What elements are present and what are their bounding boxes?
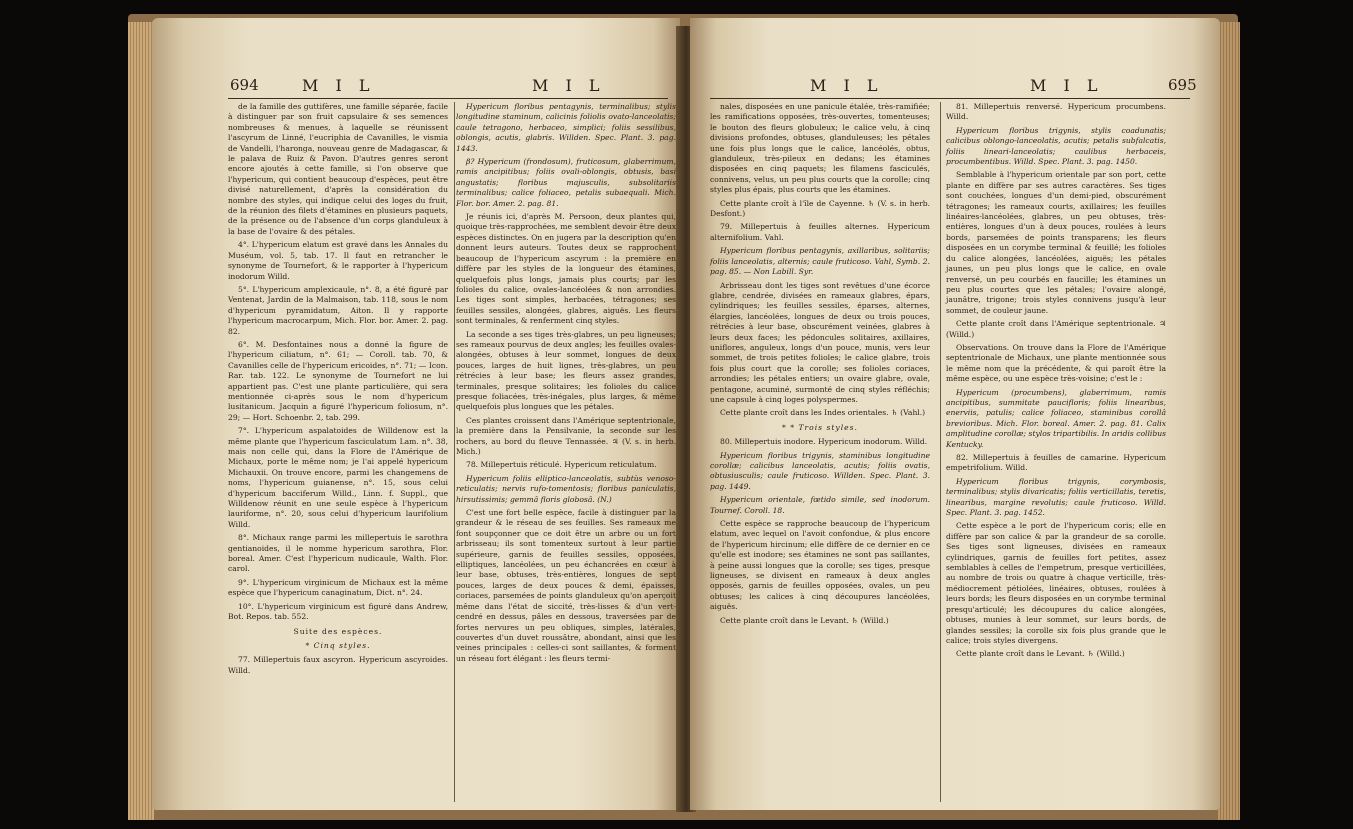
right-head-rule [710, 98, 1190, 99]
right-running-head-1: M I L [810, 76, 884, 95]
latin-diagnosis: Hypericum floribus pentagynis, axillaribus, solitariis; foliis lanceolatis, alternis; caule fruticoso. Vahl, Symb. 2. pag. 85. — Non Labill. Syr. [710, 246, 930, 277]
page-edges-left [128, 22, 154, 820]
right-column-1 [710, 102, 930, 629]
species-entry: 78. Millepertuis réticulé. Hypericum reticulatum. [466, 460, 657, 470]
latin-diagnosis: Hypericum floribus trigynis, stylis coadunatis; calicibus oblongo-lanceolatis, acutis; petalis subfalcatis, foliis lineari-lanceolatis; caulibus herbaceis, procumbentibus. Willd. Spec. Plant. 3. pag. 1450. [946, 125, 1166, 167]
paragraph: Je réunis ici, d'après M. Persoon, deux plantes qui, quoique très-rapprochées, me semblent devoir être deux espèces distinctes. On en jugera par la description qu'en donnent leurs auteurs. Toutes deux se rapprochent beaucoup de l'hypericum ascyrum : la première en diffère par les styles de la longueur des étamines, quelquefois plus longs, jamais plus courts; par les folioles du calice, ovales-lancéolées & non arrondies. Les tiges sont simples, herbacées, tétragones; ses feuilles sessiles, alongées, glabres, aiguës. Les fleurs sont terminales, & renferment cinq styles. [456, 212, 676, 326]
left-column-1 [228, 102, 448, 679]
paragraph: La seconde a ses tiges très-glabres, un peu ligneuses; ses rameaux pourvus de deux angles; les feuilles ovales-alongées, obtuses à leur sommet, longues de deux pouces, larges de huit lignes, très-glabres, un peu rétrécies à leur base; les fleurs assez grandes, terminales, presque solitaires; les folioles du calice presque foliacées, très-inégales, plus larges, & même quelquefois plus longues que les pétales. [456, 329, 676, 412]
paragraph: Arbrisseau dont les tiges sont revêtues d'une écorce glabre, cendrée, divisées en rameaux glabres, épars, cylindriques; les feuilles sessiles, éparses, alternes, élargies, lancéolées, longues de deux ou trois pouces, rétrécies à leur base, obscurément veinées, glabres à leurs deux faces; les pédoncules solitaires, axillaires, uniflores, anguleux, longs d'un pouce, munis, vers leur sommet, de trois petites folioles; le calice glabre, trois fois plus court que la corolle; ses folioles coriaces, arrondies; les pétales entiers; un ovaire glabre, ovale, pentagone, acuminé, surmonté de cinq styles réfléchis; une capsule à cinq loges polyspermes. [710, 280, 930, 404]
right-running-head-2: M I L [1030, 76, 1104, 95]
paragraph: 4°. L'hypericum elatum est gravé dans les Annales du Muséum, vol. 5, tab. 17. Il faut en retrancher le synonyme de Tournefort, & le rapporter à l'hypericum inodorum Willd. [228, 240, 448, 281]
species-entry: 82. Millepertuis à feuilles de camarine. Hypericum empetrifolium. Willd. [946, 453, 1166, 473]
paragraph: Cette plante croît dans les Indes orientales. ♄ (Vahl.) [720, 408, 926, 418]
latin-diagnosis: Hypericum floribus trigynis, corymbosis, terminalibus; stylis divaricatis; foliis verticillatis, teretis, linearibus, margine revolutis; caule fruticoso. Willd. Spec. Plant. 3. pag. 1452. [946, 476, 1166, 518]
right-page-number: 695 [1168, 76, 1197, 94]
latin-diagnosis: Hypericum floribus trigynis, staminibus longitudine corollæ; calicibus lanceolatis, acutis; foliis ovatis, obtusiusculis; caule fruticoso. Willden. Spec. Plant. 3. pag. 1449. [710, 450, 930, 491]
paragraph: 6°. M. Desfontaines nous a donné la figure de l'hypericum ciliatum, n°. 61; — Coroll. tab. 70, & Cavanilles celle de l'hypericum ericoides, n°. 71; — Icon. Rar. tab. 122. Le synonyme de Tournefort ne lui appartient pas. C'est une plante particulière, qui sera mentionnée ci-après sous le nom d'hypericum lusitanicum. Jacquin a figuré l'hypericum foliosum, n°. 29; — Hort. Schoenbr. 2, tab. 299. [228, 339, 448, 422]
left-running-head-1: M I L [302, 76, 376, 95]
latin-diagnosis: Hypericum floribus pentagynis, terminalibus; stylis longitudine staminum, calicinis foliolis ovato-lanceolatis; caule tetragono, herbaceo, simplici; foliis sessilibus, oblongis, acutis, glabris. Willden. Spec. Plant. 3. pag. 1443. [456, 102, 676, 153]
latin-diagnosis: Hypericum foliis elliptico-lanceolatis, subtùs venoso-reticulatis; nervis rufo-tomentosis; floribus paniculatis, hirsutissimis; gemmâ floris globosâ. (N.) [456, 473, 676, 504]
species-entry: 80. Millepertuis inodore. Hypericum inodorum. Willd. [720, 437, 928, 447]
paragraph: Cette espèce se rapproche beaucoup de l'hypericum elatum, avec lequel on l'avoit confondue, & plus encore de l'hypericum hircinum; elle diffère de ce dernier en ce qu'elle est inodore; ses étamines ne sont pas saillantes, à peine aussi longues que la corolle; ses tiges, presque ligneuses, se divisent en rameaux à deux angles opposés, garnis de feuilles opposées, ovales, un peu obtuses; les calices à cinq découpures lancéolées, aiguës. [710, 519, 930, 612]
right-column-2 [946, 102, 1166, 663]
latin-diagnosis: Hypericum (procumbens), glaberrimum, ramis ancipitibus, summitate paucifloris; foliis linearibus, enerviis, patulis; calice foliaceo, staminibus corollâ brevioribus. Mich. Flor. boreal. Amer. 2. pag. 81. Calix amplitudine corollæ; stylos tripartibilis. In aridis collibus Kentucky. [946, 387, 1166, 449]
paragraph: de la famille des guttifères, une famille séparée, facile à distinguer par son fruit capsulaire & ses semences nombreuses & menues, à laquelle se réunissent l'ascyrum de Linné, l'eucriphia de Cavanilles, le vismia de Vandelli, l'haronga, nouveau genre de Madagascar, & le palava de Ruiz & Pavon. D'autres genres seront encore ajoutés à cette famille, si l'on observe que l'hypericum, qui contient beaucoup d'espèces, peut être divisé naturellement, d'après la considération du nombre des styles, qui indique celui des loges du fruit, de la réunion des filets d'étamines en plusieurs paquets, de la présence ou de l'absence d'un corps glanduleux à la base de l'ovaire & des pétales. [228, 102, 448, 236]
paragraph: Cette plante croît dans le Levant. ♄ (Willd.) [720, 615, 889, 625]
paragraph: 5°. L'hypericum amplexicaule, n°. 8, a été figuré par Ventenat, Jardin de la Malmaison, tab. 118, sous le nom d'hypericum pyramidatum, Aiton. Il y rapporte l'hypericum macrocarpum, Mich. Flor. bor. Amer. 2. pag. 82. [228, 284, 448, 336]
paragraph: Observations. On trouve dans la Flore de l'Amérique septentrionale de Michaux, une plante mentionnée sous le même nom que la précédente, & qui paroît être la même espèce, ou une espèce très-voisine; c'est le : [946, 342, 1166, 384]
paragraph: Ces plantes croissent dans l'Amérique septentrionale, la première dans la Pensilvanie, la seconde sur les rochers, au bord du fleuve Tennassée. ♃ (V. s. in herb. Mich.) [456, 415, 676, 456]
page-edges-right [1218, 22, 1240, 820]
paragraph: Cette plante croît à l'île de Cayenne. ♄ (V. s. in herb. Desfont.) [710, 198, 930, 219]
right-page [690, 18, 1220, 810]
species-entry: 81. Millepertuis renversé. Hypericum procumbens. Willd. [946, 102, 1166, 122]
left-column-2 [456, 102, 676, 667]
latin-diagnosis: Hypericum orientale, fœtido simile, sed inodorum. Tournef. Coroll. 18. [710, 495, 930, 515]
latin-diagnosis: β? Hypericum (frondosum), fruticosum, glaberrimum, ramis ancipitibus; foliis ovali-oblongis, obtusis, basi angustatis; floribus majusculis, subsolitariis terminalibus; calice foliaceo, petalis subaequali. Mich. Flor. bor. Amer. 2. pag. 81. [456, 157, 676, 208]
species-entry: 79. Millepertuis à feuilles alternes. Hypericum alternifolium. Vahl. [710, 222, 930, 242]
left-page [152, 18, 680, 810]
paragraph: 7°. L'hypericum aspalatoides de Willdenow est la même plante que l'hypericum fasciculatum Lam. n°. 38, mais non celle qui, dans la Flore de l'Amérique de Michaux, porte le même nom; je l'ai appelé hypericum Michauxii. On trouve encore, parmi les changemens de noms, l'hypericum guianense, n°. 15, sous celui d'hypericum bacciferum Willd., Linn. f. Suppl., que Willdenow réunit en une seule espèce à l'hypericum lauriforme, n°. 20, sous celui d'hypericum laurifolium Willd. [228, 426, 448, 529]
paragraph: 10°. L'hypericum virginicum est figuré dans Andrew, Bot. Repos. tab. 552. [228, 601, 448, 622]
paragraph: Cette espèce a le port de l'hypericum coris; elle en diffère par son calice & par la grandeur de sa corolle. Ses tiges sont ligneuses, divisées en rameaux cylindriques, garnis de feuilles fort petites, assez semblables à celles de l'empetrum, presque verticillées, au nombre de trois ou quatre à chaque verticille, très-médiocrement pétiolées, linéaires, obtuses, roulées à leurs bords; les fleurs disposées en un corymbe terminal presqu'articulé; les découpures du calice alongées, obtuses, munies à leur sommet, sur leurs bords, de glandes sessiles; la corolle six fois plus grande que le calice; trois styles divergens. [946, 521, 1166, 645]
left-running-head-2: M I L [532, 76, 606, 95]
left-column-divider [454, 102, 455, 802]
paragraph: C'est une fort belle espèce, facile à distinguer par la grandeur & le réseau de ses feuilles. Ses rameaux me font soupçonner que ce doit être un arbre ou un fort arbrisseau; ils sont tomenteux surtout à leur partie supérieure, garnis de feuilles sessiles, opposées, elliptiques, lancéolées, un peu échancrées en cœur à leur base, obtuses, très-entières, longues de sept pouces, larges de deux pouces & demi, épaisses, coriaces, parsemées de points glanduleux qu'on aperçoit même dans l'état de siccité, très-lisses & d'un vert-cendré en dessus, pâles en dessous, traversées par de fortes nervures un peu obliques, simples, latérales, couvertes d'un duvet roussâtre, abondant, ainsi que les veines principales : celles-ci sont saillantes, & forment un réseau fort élégant : les fleurs termi- [456, 508, 676, 663]
species-entry: 77. Millepertuis faux ascyron. Hypericum ascyroides. Willd. [228, 655, 448, 675]
paragraph: Cette plante croît dans l'Amérique septentrionale. ♃ (Willd.) [946, 319, 1166, 339]
left-page-number: 694 [230, 76, 259, 94]
subsection-heading: * * Trois styles. [782, 422, 858, 432]
subsection-heading: * Cinq styles. [305, 640, 371, 650]
paragraph: 9°. L'hypericum virginicum de Michaux est la même espèce que l'hypericum canaginatum, Dict. n°. 24. [228, 577, 448, 598]
paragraph: Cette plante croît dans le Levant. ♄ (Willd.) [956, 649, 1125, 659]
paragraph: Semblable à l'hypericum orientale par son port, cette plante en diffère par ses autres caractères. Ses tiges sont couchées, longues d'un demi-pied, obscurément tétragones; les rameaux courts, axillaires; les feuilles linéaires-lancéolées, glabres, un peu obtuses, très-entières, longues d'un à deux pouces, roulées à leurs bords, parsemées de points transparens; les fleurs disposées en un corymbe terminal & feuillé; les folioles du calice alongées, lancéolées, aiguës; les pétales jaunes, un peu plus longs que le calice, en ovale renversé, un peu courbés en faucille; les étamines un peu plus courtes que les pétales; l'ovaire alongé, jaunâtre, trigone; trois styles connivens jusqu'à leur sommet, de couleur jaune. [946, 170, 1166, 315]
left-head-rule [228, 98, 668, 99]
right-column-divider [940, 102, 941, 802]
paragraph: nales, disposées en une panicule étalée, très-ramifiée; les ramifications opposées, très-ouvertes, tomenteuses; le bouton des fleurs globuleux; le calice velu, à cinq divisions profondes, obtuses, glanduleuses; les pétales une fois plus longs que le calice, lancéolés, obtus, glanduleux, très-pileux en dedans; les étamines disposées en cinq paquets; les filamens fasciculés, connivens, velus, un peu plus courts que la corolle; cinq styles plus épais, plus courts que les étamines. [710, 102, 930, 195]
paragraph: 8°. Michaux range parmi les millepertuis le sarothra gentianoides, il le nomme hypericum sarothra, Flor. boreal. Amer. C'est l'hypericum nudicaule, Walth. Flor. carol. [228, 533, 448, 574]
section-heading: Suite des espèces. [293, 626, 383, 636]
